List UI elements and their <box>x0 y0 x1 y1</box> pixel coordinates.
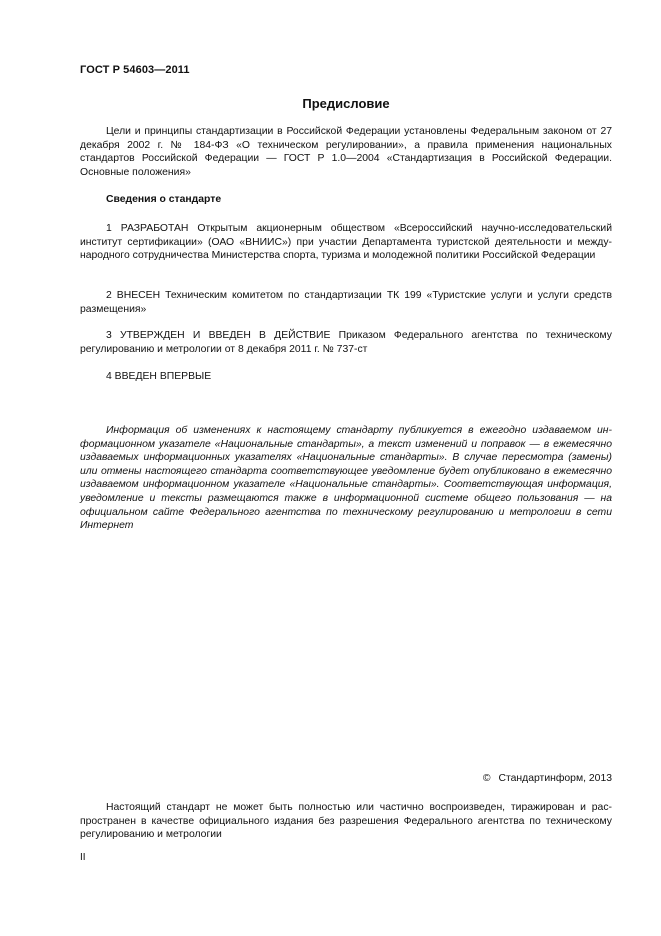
standard-info-item-2: 2 ВНЕСЕН Техническим комитетом по стандартизации ТК 199 «Туристские услуги и услуги средств размещения» <box>80 290 612 315</box>
standard-info-item-4: 4 ВВЕДЕН ВПЕРВЫЕ <box>106 371 212 382</box>
copyright-icon: © <box>482 773 491 784</box>
page-number: II <box>80 852 86 863</box>
standard-info-heading: Сведения о стандарте <box>106 194 222 205</box>
change-notice-paragraph: Информация об изменениях к настоящему стандарту публикуется в ежегодно издаваемом информационном указателе «Национальные стандарты», а текст изменений и поправок — в ежемесячно издаваемых информационных указателях «Национальные стандарты». В случае пересмотра (замены) или отмены настоящего стандарта соответствующее уведомление будет опубликовано в ежемесячно издаваемом информационном указателе «Национальные стандарты». Соответствующая информация, уведомление и тексты размещаются также в информационной системе общего пользования — на официальном сайте Федерального агентства по техническому регулированию и метрологии в сети Интернет <box>80 425 612 532</box>
reproduction-notice-paragraph: Настоящий стандарт не может быть полностью или частично воспроизведен, тиражирован и распространен в качестве официального издания без разрешения Федерального агентства по техническому регулированию и метрологии <box>80 802 612 841</box>
standard-code-header: ГОСТ Р 54603—2011 <box>80 64 190 76</box>
intro-paragraph: Цели и принципы стандартизации в Российской Федерации установлены Федеральным законом от 27 декабря 2002 г. № 184-ФЗ «О техническом регулировании», а правила применения национальных стандартов Российской Федерации — ГОСТ Р 1.0—2004 «Стандартизация в Российской Федерации. Основные положения» <box>80 126 612 178</box>
copyright-holder: Стандартинформ, 2013 <box>498 773 612 784</box>
copyright-line <box>483 773 612 784</box>
standard-info-item-1: 1 РАЗРАБОТАН Открытым акционерным обществом «Всероссийский научно-исследовательский институт сертификации» (ОАО «ВНИИС») при участии Департамента туристской деятельности и международного сотрудничества Министерства спорта, туризма и молодежной политики Российской Федерации <box>80 223 612 262</box>
standard-info-item-3: 3 УТВЕРЖДЕН И ВВЕДЕН В ДЕЙСТВИЕ Приказом Федерального агентства по техническому регулированию и метрологии от 8 декабря 2011 г. № 737-ст <box>80 330 612 355</box>
page-title: Предисловие <box>302 96 390 111</box>
